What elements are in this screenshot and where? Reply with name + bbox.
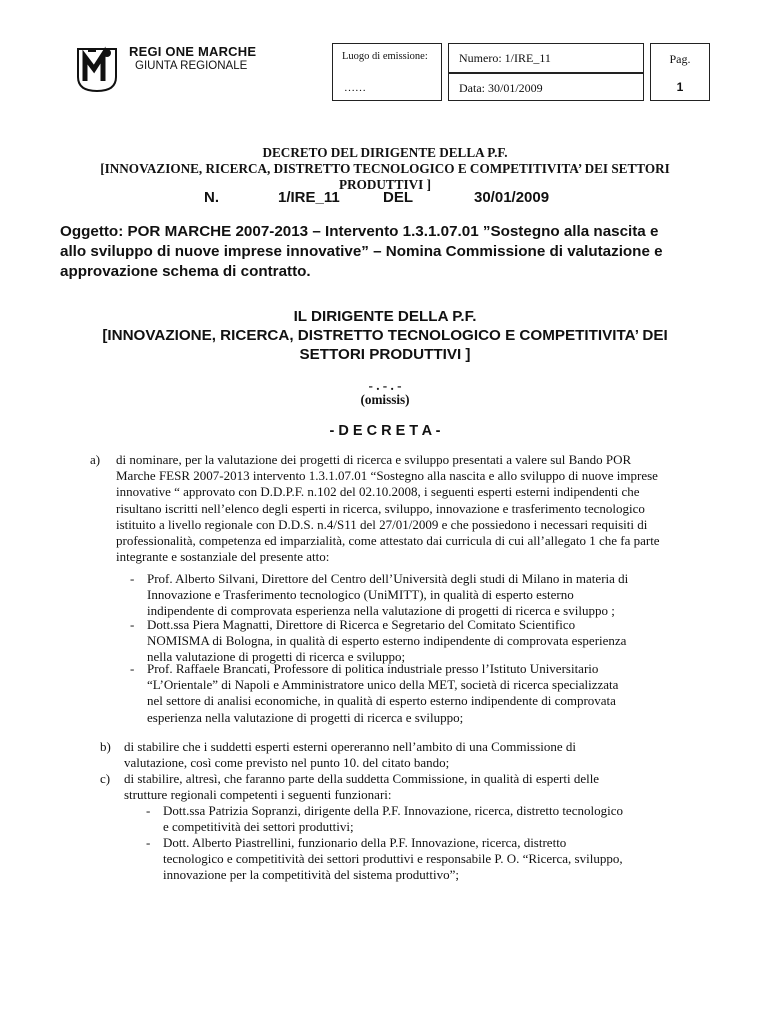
page-box [650,43,710,101]
omissis-dots: - . - . - [368,378,402,393]
text-line: innovazione per la competitività del sistema produttivo”; [163,867,460,883]
text-line: istituito a livello regionale con D.D.S. n.4/S11 del 27/01/2009 e che possiedono i necessari requisiti di [116,516,648,532]
text-line: NOMISMA di Bologna, in qualità di esperto esterno indipendente di comprovata esperienza [147,633,627,649]
official-2-dash: - [146,835,151,850]
decree-date: 30/01/2009 [474,189,550,206]
text-line: Prof. Raffaele Brancati, Professore di politica industriale presso l’Istituto Universitario [147,661,599,676]
text-line: Dott. Alberto Piastrellini, funzionario della P.F. Innovazione, ricerca, distretto [163,835,567,850]
official-1 [163,803,714,835]
decree-n-label: N. [204,189,219,206]
expert-2-dash: - [130,617,135,632]
oggetto-line: allo sviluppo di nuove imprese innovative” – Nomina Commissione di valutazione e [60,243,663,260]
item-b-label: b) [100,739,111,754]
item-b-text [124,739,714,771]
dirigente-heading: IL DIRIGENTE DELLA P.F. [293,308,477,325]
org-name: REGI ONE MARCHE [129,44,257,59]
data-box [448,73,644,101]
expert-3 [147,661,714,726]
oggetto-line: Oggetto: POR MARCHE 2007-2013 – Intervento 1.3.1.07.01 ”Sostegno alla nascita e [60,223,659,240]
decree-title: DECRETO DEL DIRIGENTE DELLA P.F. [262,145,508,160]
text-line: innovative “ approvato con D.D.P.F. n.102 del 02.10.2008, i seguenti esperti esterni indipendenti che [116,484,640,500]
text-line: nel settore di analisi economiche, in qualità di esperto esterno indipendente di comprovata [147,693,616,709]
text-line: Prof. Alberto Silvani, Direttore del Centro dell’Università degli studi di Milano in materia di [147,571,629,586]
numero-text: Numero: 1/IRE_11 [459,51,551,65]
expert-3-dash: - [130,661,135,676]
text-line: Innovazione e Trasferimento tecnologico (UniMITT), in qualità di esperto esterno [147,587,574,603]
dirigente-department-cont: SETTORI PRODUTTIVI ] [299,346,471,363]
numero-box [448,43,644,73]
text-line: valutazione, così come previsto nel punto 10. del citato bando; [124,755,450,771]
omissis-text: (omissis) [360,392,410,407]
decree-department: [INNOVAZIONE, RICERCA, DISTRETTO TECNOLOGICO E COMPETITIVITA’ DEI SETTORI [100,161,670,176]
official-2 [163,835,714,884]
item-a-label: a) [90,452,101,467]
expert-1-dash: - [130,571,135,586]
data-text: Data: 30/01/2009 [459,81,543,95]
decree-number: 1/IRE_11 [278,189,340,206]
luogo-box [332,43,442,101]
decree-del-label: DEL [383,189,413,206]
oggetto-line: approvazione schema di contratto. [60,263,311,280]
text-line: integrante e sostanziale del presente atto: [116,549,330,565]
text-line: Dott.ssa Piera Magnatti, Direttore di Ricerca e Segretario del Comitato Scientifico [147,617,576,632]
text-line: esperienza nella valutazione di progetti di ricerca e sviluppo; [147,709,464,725]
item-a-text [116,452,714,565]
item-c-label: c) [100,771,111,786]
text-line: Dott.ssa Patrizia Sopranzi, dirigente della P.F. Innovazione, ricerca, distretto tecnologico [163,803,623,818]
text-line: “L’Orientale” di Napoli e Amministratore unico della MET, società di ricerca specializzata [147,677,619,693]
text-line: e competitività dei settori produttivi; [163,819,354,835]
luogo-value: …… [344,82,366,94]
text-line: strutture regionali competenti i seguenti funzionari: [124,787,392,803]
item-c-text [124,771,714,803]
page-number: 1 [676,80,684,94]
text-line: professionalità, competenza ed imparzialità, come attestato dai curricula di cui all’allegato 1 che fa parte [116,533,660,549]
text-line: di stabilire che i suddetti esperti esterni opereranno nell’ambito di una Commissione di [124,739,577,754]
regione-marche-logo [74,43,120,93]
text-line: di nominare, per la valutazione dei progetti di ricerca e sviluppo presentati a valere sul Bando POR [116,452,632,467]
text-line: indipendente di comprovata esperienza nella valutazione di progetti di ricerca e sviluppo ; [147,603,615,619]
text-line: di stabilire, altresì, che faranno parte della suddetta Commissione, in qualità di esperti delle [124,771,600,786]
official-1-dash: - [146,803,151,818]
text-line: tecnologico e competitività dei settori produttivi e responsabile P. O. “Ricerca, sviluppo, [163,851,623,867]
oggetto [60,222,715,282]
org-subtitle: GIUNTA REGIONALE [135,60,248,72]
text-line: Marche FESR 2007-2013 intervento 1.3.1.07.01 “Sostegno alla nascita e allo sviluppo di nuove imprese [116,468,658,484]
decree-department-cont: PRODUTTIVI ] [339,177,431,192]
decreta-heading: - D E C R E T A - [329,423,441,439]
text-line: nella valutazione di progetti di ricerca e sviluppo; [147,649,406,665]
dirigente-department: [INNOVAZIONE, RICERCA, DISTRETTO TECNOLOGICO E COMPETITIVITA’ DEI [102,327,668,344]
expert-1 [147,571,714,620]
page-label: Pag. [669,52,691,66]
luogo-label: Luogo di emissione: [342,51,428,62]
text-line: risultano iscritti nell’elenco degli esperti in ricerca, sviluppo, innovazione e trasferimento tecnologico [116,500,645,516]
expert-2 [147,617,714,666]
